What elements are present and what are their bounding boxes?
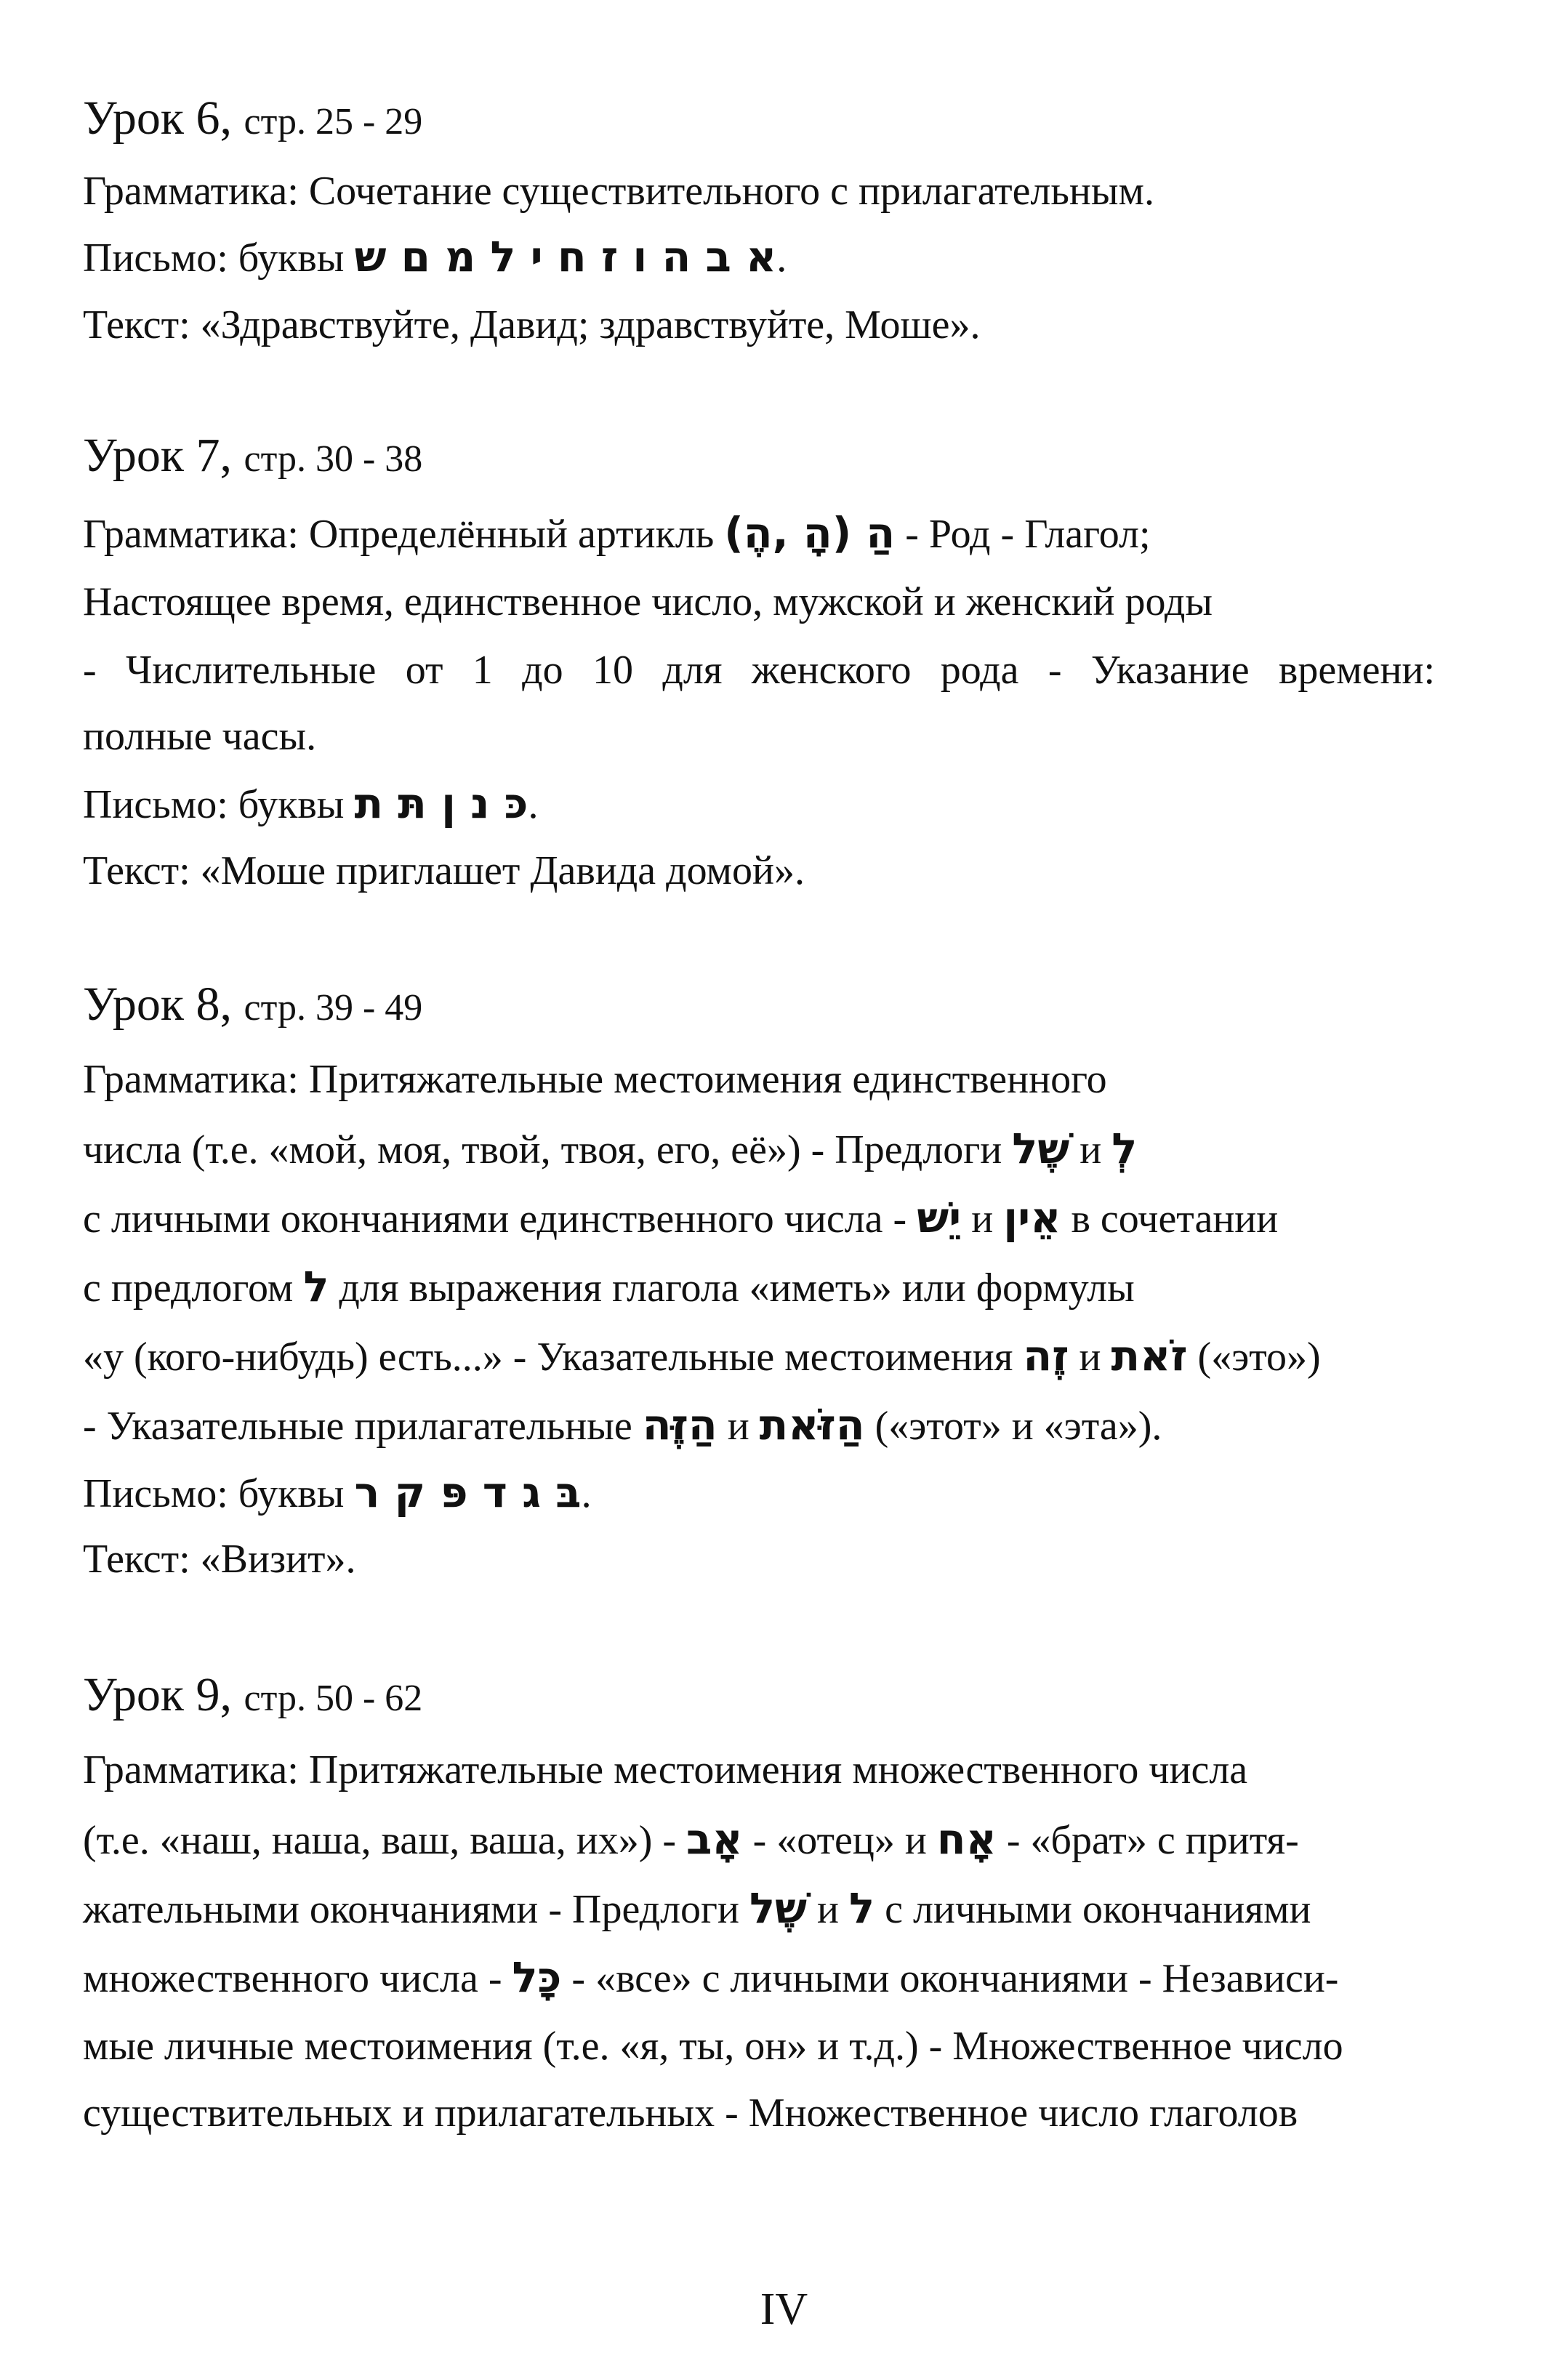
lesson-9-grammar-line-5: мые личные местоимения (т.е. «я, ты, он» и т.д.) - Множественное число — [83, 2024, 1343, 2069]
lesson-7-letters: Письмо: буквы כּ נ ן תּ ת. — [83, 778, 539, 828]
lesson-8-grammar-line-4: с предлогом ל для выражения глагола «иметь» или формулы — [83, 1262, 1135, 1311]
lesson-7-grammar-line-4: полные часы. — [83, 714, 317, 759]
lesson-6-text: Текст: «Здравствуйте, Давид; здравствуйте, Моше». — [83, 302, 981, 347]
lesson-9-grammar-line-4: множественного числа - כָּל - «все» с личными окончаниями - Независи- — [83, 1952, 1339, 2002]
lesson-9-grammar-line-1: Грамматика: Притяжательные местоимения множественного числа — [83, 1747, 1248, 1792]
lesson-6-heading: Урок 6, стр. 25 - 29 — [83, 92, 423, 145]
lesson-8-grammar-line-5: «у (кого-нибудь) есть...» - Указательные местоимения זֶה и זֹאת («это») — [83, 1331, 1321, 1380]
hebrew-letters: בּ ג ד פּ ק ר — [354, 1468, 582, 1517]
lesson-8-grammar-line-3: с личными окончаниями единственного числа - יֵשׁ и אֵין в сочетании — [83, 1193, 1279, 1242]
lesson-7-text: Текст: «Моше приглашет Давида домой». — [83, 848, 805, 893]
lesson-9-grammar-line-6: существительных и прилагательных - Множественное число глаголов — [83, 2091, 1298, 2136]
page-number: IV — [760, 2285, 808, 2334]
hebrew-letters: א ב ה ו ז ח י ל מ ם ש — [354, 232, 777, 281]
lesson-7-grammar-line-3: - Числительные от 1 до 10 для женского рода - Указание времени: — [83, 648, 1435, 693]
lesson-7-grammar-line-1: Грамматика: Определённый артикль הַ (הָ ,הֶ) - Род - Глагол; — [83, 508, 1151, 558]
hebrew-article: הַ (הָ ,הֶ) — [724, 508, 896, 558]
lesson-8-heading: Урок 8, стр. 39 - 49 — [83, 978, 423, 1031]
lesson-9-grammar-line-2: (т.е. «наш, наша, ваш, ваша, их») - אָב - «отец» и אָח - «брат» с притя- — [83, 1814, 1299, 1864]
lesson-8-letters: Письмо: буквы בּ ג ד פּ ק ר. — [83, 1468, 592, 1517]
lesson-8-grammar-line-2: числа (т.е. «мой, моя, твой, твоя, его, её») - Предлоги שֶׁל и לְ — [83, 1124, 1138, 1173]
lesson-9-grammar-line-3: жательными окончаниями - Предлоги שֶׁל и ל с личными окончаниями — [83, 1883, 1311, 1933]
lesson-9-heading: Урок 9, стр. 50 - 62 — [83, 1668, 423, 1721]
lesson-8-grammar-line-6: - Указательные прилагательные הַזֶּה и הַזֹּאת («этот» и «эта»). — [83, 1400, 1162, 1449]
lesson-7-heading: Урок 7, стр. 30 - 38 — [83, 429, 423, 482]
lesson-6-grammar: Грамматика: Сочетание существительного с прилагательным. — [83, 169, 1154, 214]
hebrew-letters: כּ נ ן תּ ת — [354, 778, 528, 828]
lesson-8-text: Текст: «Визит». — [83, 1537, 356, 1582]
lesson-8-grammar-line-1: Грамматика: Притяжательные местоимения единственного — [83, 1057, 1107, 1102]
lesson-7-grammar-line-2: Настоящее время, единственное число, мужской и женский роды — [83, 579, 1213, 624]
lesson-6-letters: Письмо: буквы א ב ה ו ז ח י ל מ ם ש. — [83, 232, 787, 281]
